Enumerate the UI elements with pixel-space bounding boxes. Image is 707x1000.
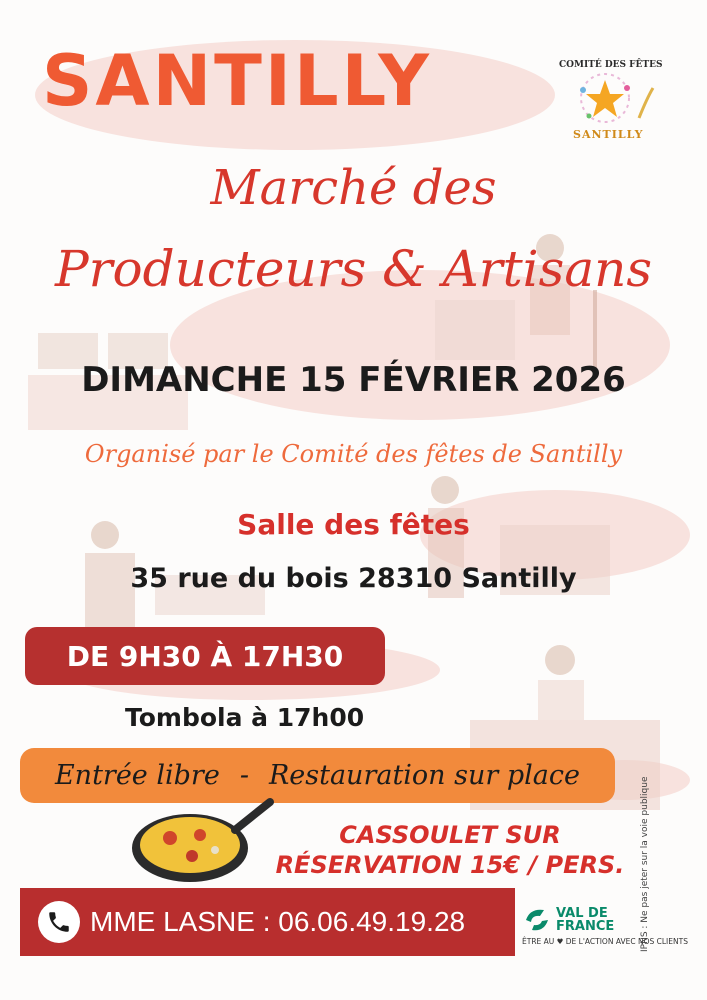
event-date: DIMANCHE 15 FÉVRIER 2026 [81, 360, 626, 400]
cassoulet-line1: CASSOULET SUR [339, 821, 561, 849]
cassoulet-line2: RÉSERVATION 15€ / PERS. [275, 851, 625, 879]
bank-name-line1: VAL DE [556, 906, 608, 921]
phone-icon [38, 901, 80, 943]
logo-top-text: COMITÉ DES FÊTES [559, 60, 663, 70]
credit-agricole-icon [522, 906, 552, 934]
legal-notice: IPNS : Ne pas jeter sur la voie publique [640, 776, 650, 952]
venue-name: Salle des fêtes [237, 508, 470, 541]
entry-separator: - [239, 760, 249, 791]
venue-address: 35 rue du bois 28310 Santilly [130, 563, 577, 594]
bank-name-line2: FRANCE [556, 919, 615, 934]
credit-agricole-logo [522, 906, 697, 946]
comite-des-fetes-logo [553, 58, 663, 144]
market-title-line2: Producteurs & Artisans [54, 240, 653, 298]
bank-slogan: ÊTRE AU ♥ DE L'ACTION AVEC NOS CLIENTS [522, 937, 688, 946]
market-title-line1: Marché des [210, 160, 497, 216]
organizer-line: Organisé par le Comité des fêtes de Santilly [84, 440, 623, 468]
logo-bottom-text: SANTILLY [573, 128, 644, 141]
entry-banner [20, 748, 615, 803]
cassoulet-offer [250, 820, 650, 880]
contact-banner [20, 888, 515, 956]
entry-text: Entrée libre [54, 760, 220, 791]
food-text: Restauration sur place [268, 760, 581, 791]
town-title: SANTILLY [42, 40, 432, 122]
tombola-time: Tombola à 17h00 [125, 703, 365, 732]
contact-phone: MME LASNE : 06.06.49.19.28 [90, 906, 466, 937]
opening-hours-banner [25, 627, 385, 685]
shopper-illustration [390, 470, 620, 640]
opening-hours-text: DE 9H30 À 17H30 [66, 639, 344, 673]
